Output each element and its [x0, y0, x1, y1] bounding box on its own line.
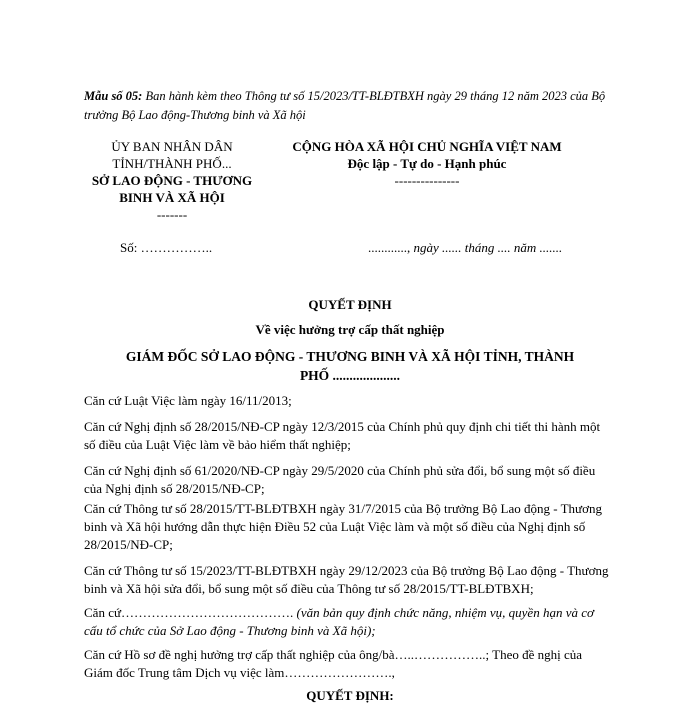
legal-basis-1: Căn cứ Luật Việc làm ngày 16/11/2013;	[84, 393, 292, 408]
legal-basis-7: Căn cứ Hồ sơ đề nghị hưởng trợ cấp thất nghiệp của ông/bà…..……………..; Theo đề nghị của Giám đốc Trung tâm Dịch vụ việc làm…………………….,	[84, 647, 583, 680]
director-title: GIÁM ĐỐC SỞ LAO ĐỘNG - THƯƠNG BINH VÀ XÃ HỘI TỈNH, THÀNH PHỐ ....................	[125, 349, 575, 383]
legal-basis-6	[84, 604, 614, 640]
national-header	[272, 138, 582, 189]
legal-basis-2: Căn cứ Nghị định số 28/2015/NĐ-CP ngày 12/3/2015 của Chính phủ quy định chi tiết thi hành một số điều của Luật Việc làm về bảo hiểm thất nghiệp;	[84, 419, 601, 452]
decision-section-title: QUYẾT ĐỊNH:	[306, 688, 394, 703]
national-motto: Độc lập - Tự do - Hạnh phúc	[347, 156, 507, 171]
decision-title: QUYẾT ĐỊNH	[308, 297, 392, 312]
authority-line-1: ỦY BAN NHÂN DÂN	[111, 139, 233, 154]
legal-basis-3: Căn cứ Nghị định số 61/2020/NĐ-CP ngày 29/5/2020 của Chính phủ sửa đổi, bổ sung một số điều của Nghị định số 28/2015/NĐ-CP;	[84, 463, 596, 496]
legal-basis-4: Căn cứ Thông tư số 28/2015/TT-BLĐTBXH ngày 31/7/2015 của Bộ trưởng Bộ Lao động - Thương binh và Xã hội hướng dẫn thực hiện Điều 52 của Luật Việc làm và một số điều của Nghị định số 28/2015/NĐ-CP;	[84, 501, 602, 552]
national-title: CỘNG HÒA XÃ HỘI CHỦ NGHĨA VIỆT NAM	[292, 139, 562, 154]
form-note-text: Ban hành kèm theo Thông tư số 15/2023/TT-BLĐTBXH ngày 29 tháng 12 năm 2023 của Bộ trưởng Bộ Lao động-Thương binh và Xã hội	[84, 89, 606, 122]
date-text: ngày ...... tháng .... năm .......	[410, 240, 563, 255]
date-place-dots: ............,	[368, 240, 411, 255]
authority-divider: -------	[156, 207, 188, 222]
form-note-label: Mẫu số 05:	[84, 89, 143, 103]
national-divider: ---------------	[394, 173, 460, 188]
form-note	[84, 87, 624, 125]
decision-subject: Về việc hưởng trợ cấp thất nghiệp	[255, 322, 445, 337]
legal-basis-5: Căn cứ Thông tư số 15/2023/TT-BLĐTBXH ngày 29/12/2023 của Bộ trưởng Bộ Lao động - Thương binh và Xã hội sửa đổi, bổ sung một số điều của Thông tư số 28/2015/TT-BLĐTBXH;	[84, 563, 609, 596]
legal-basis-6-text: Căn cứ………………………………….	[84, 605, 294, 620]
legal-basis-6-note: (văn bản quy định chức năng, nhiệm vụ, quyền hạn và cơ cấu tổ chức của Sở Lao động - Thương binh và Xã hội);	[84, 605, 594, 638]
document-number: Số: ……………..	[120, 240, 213, 255]
issuing-authority-header	[78, 138, 266, 223]
authority-line-3: SỞ LAO ĐỘNG - THƯƠNG BINH VÀ XÃ HỘI	[91, 173, 253, 205]
authority-line-2: TỈNH/THÀNH PHỐ...	[112, 156, 232, 171]
document-date	[368, 240, 562, 256]
